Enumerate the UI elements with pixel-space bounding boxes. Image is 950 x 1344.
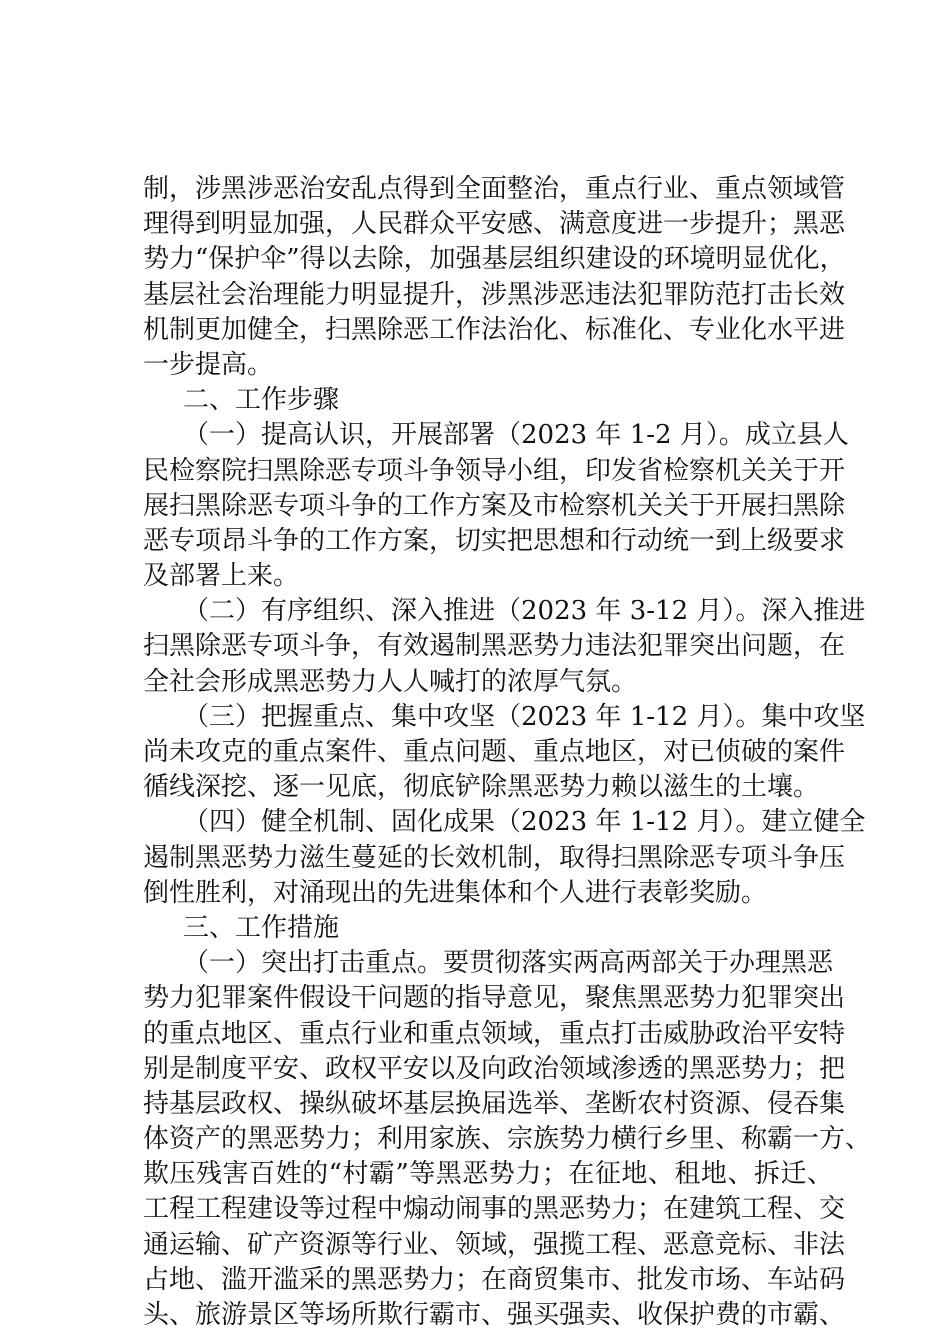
text-line: 制，涉黑涉恶治安乱点得到全面整治，重点行业、重点领域管: [143, 174, 846, 204]
text-line: 遏制黑恶势力滋生蔓延的长效机制，取得扫黑除恶专项斗争压: [143, 842, 846, 873]
text-line: 占地、滥开滥采的黑恶势力；在商贸集市、批发市场、车站码: [143, 1264, 846, 1295]
text-line: 全社会形成黑恶势力人人喊打的浓厚气氛。: [143, 666, 638, 697]
text-line: 展扫黑除恶专项斗争的工作方案及市检察机关关于开展扫黑除: [143, 490, 846, 521]
text-line: 的重点地区、重点行业和重点领域，重点打击威胁政治平安特: [143, 1018, 846, 1049]
text-line: 三、工作措施: [183, 912, 340, 943]
text-line: 民检察院扫黑除恶专项斗争领导小组，印发省检察机关关于开: [143, 455, 846, 486]
text-line: 持基层政权、操纵破坏基层换届选举、垄断农村资源、侵吞集: [143, 1088, 846, 1119]
text-line: 理得到明显加强，人民群众平安感、满意度进一步提升；黑恶: [143, 209, 846, 240]
text-line: 基层社会治理能力明显提升，涉黑涉恶违法犯罪防范打击长效: [143, 279, 846, 310]
text-line: 循线深挖、逐一见底，彻底铲除黑恶势力赖以滋生的土壤。: [143, 772, 820, 803]
text-line: 体资产的黑恶势力；利用家族、宗族势力横行乡里、称霸一方、: [143, 1124, 872, 1155]
text-line: 工程工程建设等过程中煽动闹事的黑恶势力；在建筑工程、交: [143, 1194, 846, 1225]
text-line: 一步提高。: [143, 349, 274, 380]
text-line: 倒性胜利，对涌现出的先进集体和个人进行表彰奖励。: [143, 877, 768, 908]
text-line: 势力犯罪案件假设干问题的指导意见，聚焦黑恶势力犯罪突出: [143, 983, 846, 1014]
text-line: 扫黑除恶专项斗争，有效遏制黑恶势力违法犯罪突出问题，在: [143, 631, 846, 662]
text-line: （四）健全机制、固化成果（2023 年 1-12 月）。建立健全: [183, 807, 866, 838]
document-body: [143, 172, 872, 1333]
text-line: 二、工作步骤: [183, 385, 340, 416]
text-line: 势力“保护伞”得以去除，加强基层组织建设的环境明显优化，: [143, 244, 846, 275]
text-line: 头、旅游景区等场所欺行霸市、强买强卖、收保护费的市霸、: [143, 1300, 846, 1330]
text-line: 欺压残害百姓的“村霸”等黑恶势力；在征地、租地、拆迁、: [143, 1159, 833, 1190]
text-line: 及部署上来。: [143, 561, 300, 592]
text-line: （一）提高认识，开展部署（2023 年 1-2 月）。成立县人: [183, 420, 849, 451]
text-line: 别是制度平安、政权平安以及向政治领域渗透的黑恶势力；把: [143, 1053, 846, 1084]
text-line: 通运输、矿产资源等行业、领域，强揽工程、恶意竞标、非法: [143, 1229, 846, 1260]
text-line: 机制更加健全，扫黑除恶工作法治化、标准化、专业化水平进: [143, 314, 846, 345]
text-line: （三）把握重点、集中攻坚（2023 年 1-12 月）。集中攻坚: [183, 701, 866, 732]
text-line: （一）突出打击重点。要贯彻落实两高两部关于办理黑恶: [183, 948, 834, 979]
text-line: （二）有序组织、深入推进（2023 年 3-12 月）。深入推进: [183, 596, 866, 627]
text-line: 尚未攻克的重点案件、重点问题、重点地区，对已侦破的案件: [143, 737, 846, 767]
text-line: 恶专项昂斗争的工作方案，切实把思想和行动统一到上级要求: [143, 525, 846, 556]
